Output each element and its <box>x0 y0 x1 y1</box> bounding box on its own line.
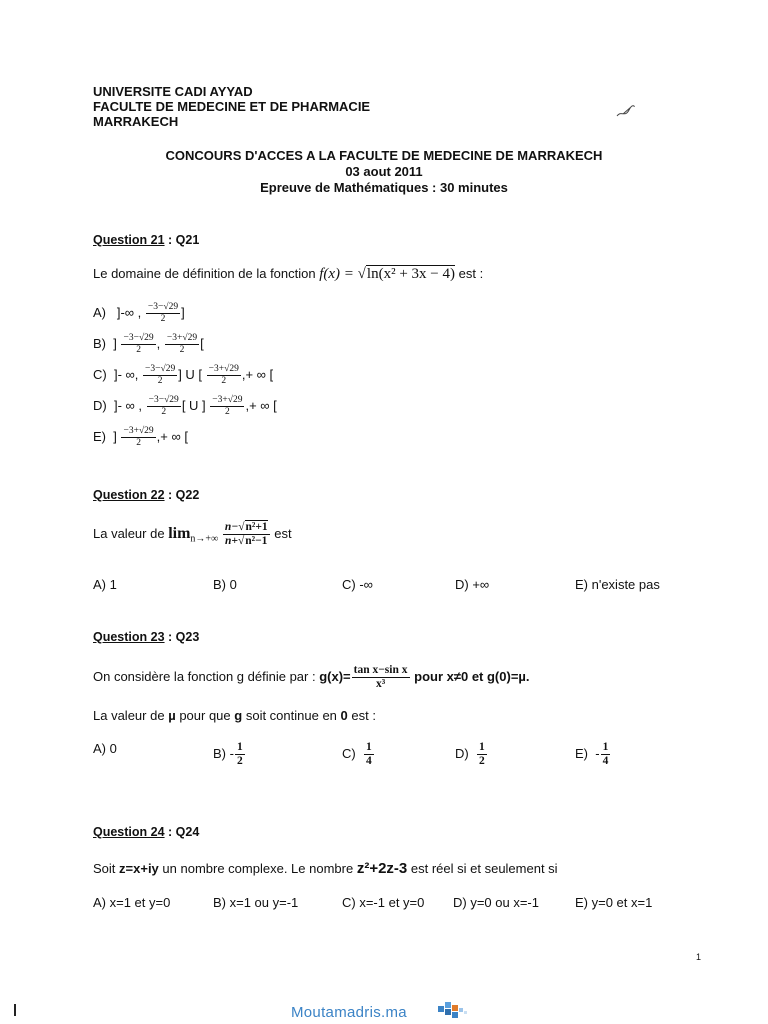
question-24-choice-b: B) x=1 ou y=-1 <box>213 895 299 910</box>
question-22-choice-e: E) n'existe pas <box>575 577 660 592</box>
watermark-logo-icon <box>436 1000 472 1022</box>
exam-date: 03 aout 2011 <box>345 164 423 179</box>
question-23-choice-b: B) - $\frac{1}{2}$ <box>213 741 243 767</box>
radicand: ln(x² + 3x − 4) <box>366 266 455 282</box>
page-number: 1 <box>696 952 702 962</box>
question-24-statement: Soit z=x+iy un nombre complexe. Le nombre z²+2z-3 est réel si et seulement si <box>93 860 558 877</box>
question-24-choice-a: A) x=1 et y=0 <box>93 895 171 910</box>
question-22-statement: La valeur de $\lim_{n\to+\infty}$ $\frac{\text{n−√n²+1}}{\text{n+√n²−1}}$ est <box>93 521 292 547</box>
city-name: MARRAKECH <box>93 114 179 129</box>
question-24-choice-c: C) x=-1 et y=0 <box>342 895 425 910</box>
question-24-choice-e: E) y=0 et x=1 <box>575 895 653 910</box>
question-21-option-c: C) ]- ∞, $\frac{-3-√29}{2}$ ] U [ $\frac{-3+√29}{2}$ ,+ ∞ [ <box>93 364 274 386</box>
question-22-choice-c: C) -∞ <box>342 577 373 592</box>
margin-mark <box>14 1004 16 1016</box>
exam-title-block <box>0 148 768 196</box>
question-21-statement: Le domaine de définition de la fonction f(x) = √ln(x² + 3x − 4) est : <box>93 266 484 282</box>
question-21-option-e: E) ] $\frac{-3+√29}{2}$ ,+ ∞ [ <box>93 426 188 448</box>
question-21-option-a: A) ]-∞ , $\frac{-3-√29}{2}$ ] <box>93 302 185 324</box>
handwritten-mark-icon <box>615 104 637 120</box>
question-22-choice-a: A) 1 <box>93 577 117 592</box>
question-21-heading: Question 21 : Q21 <box>93 233 200 247</box>
question-22-heading: Question 22 : Q22 <box>93 488 200 502</box>
question-23-choice-a: A) 0 <box>93 741 117 756</box>
limit-fraction: $\frac{\text{n−√n²+1}}{\text{n+√n²−1}}$ <box>224 521 268 547</box>
question-23-choice-d: D) $\frac{1}{2}$ <box>455 741 485 767</box>
exam-subject: Epreuve de Mathématiques : 30 minutes <box>260 180 508 195</box>
institution-header <box>93 84 370 129</box>
question-23-choice-c: C) $\frac{1}{4}$ <box>342 741 372 767</box>
question-21-option-b: B) ] $\frac{-3-√29}{2}$ , $\frac{-3+√29}{2}$ [ <box>93 333 204 355</box>
question-24-choice-d: D) y=0 ou x=-1 <box>453 895 539 910</box>
question-22-choice-d: D) +∞ <box>455 577 490 592</box>
question-22-choice-b: B) 0 <box>213 577 237 592</box>
question-23-heading: Question 23 : Q23 <box>93 630 200 644</box>
exam-title: CONCOURS D'ACCES A LA FACULTE DE MEDECINE DE MARRAKECH <box>165 148 603 163</box>
question-23-statement-2: La valeur de µ pour que g soit continue en 0 est : <box>93 708 376 723</box>
question-23-choice-e: E) - $\frac{1}{4}$ <box>575 741 609 767</box>
g-fraction: $\frac{\text{tan x−sin x}}{\text{x³}}$ <box>353 664 408 690</box>
question-23-statement: On considère la fonction g définie par : g(x)= $\frac{\text{tan x−sin x}}{\text{x³}}$ pour x≠0 et g(0)=µ. <box>93 664 530 690</box>
question-21-option-d: D) ]- ∞ , $\frac{-3-√29}{2}$ [ U ] $\frac{-3+√29}{2}$ ,+ ∞ [ <box>93 395 277 417</box>
watermark-text[interactable]: Moutamadris.ma <box>291 1004 407 1021</box>
faculty-name: FACULTE DE MEDECINE ET DE PHARMACIE <box>93 99 371 114</box>
question-24-heading: Question 24 : Q24 <box>93 825 200 839</box>
university-name: UNIVERSITE CADI AYYAD <box>93 84 253 99</box>
